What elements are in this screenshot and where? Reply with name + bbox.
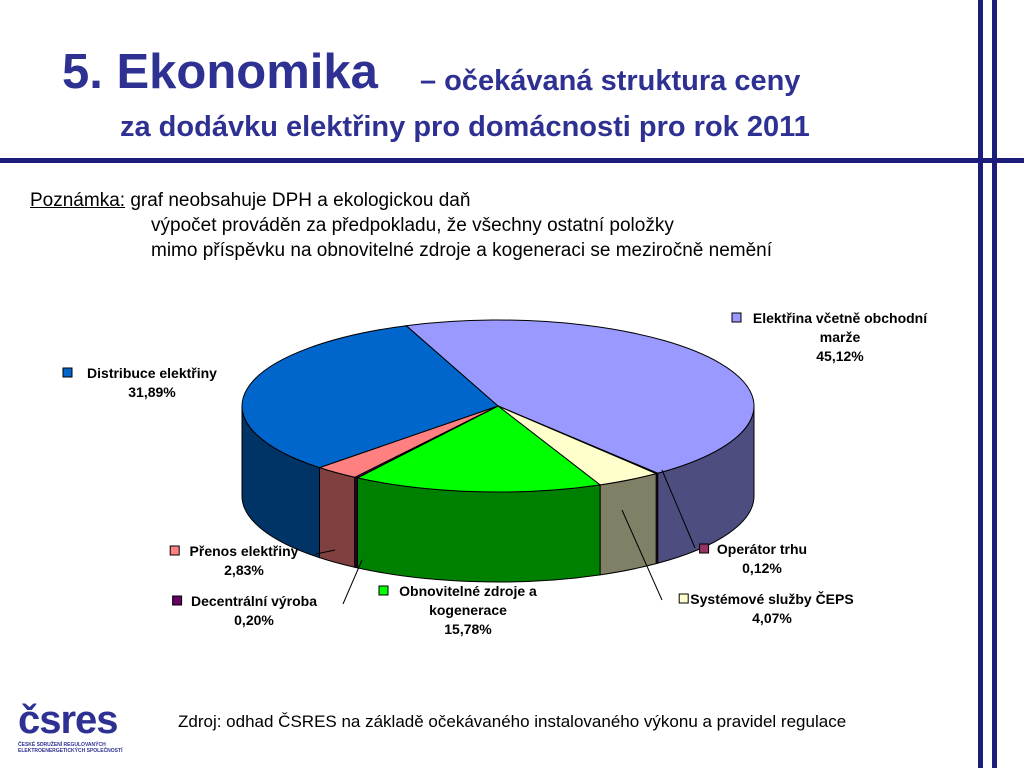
data-label-key-2 <box>679 594 688 603</box>
data-label-3 <box>379 583 537 637</box>
data-label-text-4: Decentrální výroba <box>190 593 318 609</box>
data-label-value-2: 4,07% <box>752 610 792 626</box>
data-label-text-6: Distribuce elektřiny <box>87 365 217 381</box>
data-label-value-3: 15,78% <box>444 621 492 637</box>
data-label-key-3 <box>379 586 388 595</box>
data-label-4 <box>173 593 318 628</box>
csres-logo <box>18 700 148 760</box>
note-label: Poznámka: <box>30 190 126 211</box>
data-label-6 <box>63 365 217 400</box>
slide-subtitle-2: za dodávku elektřiny pro domácnosti pro rok 2011 <box>120 111 810 143</box>
data-label-text-5: Přenos elektřiny <box>189 543 299 559</box>
data-label-key-4 <box>173 596 182 605</box>
data-label-value-5: 2,83% <box>224 562 264 578</box>
logo-text: čsres <box>18 698 118 742</box>
data-label-text-2: Systémové služby ČEPS <box>690 591 854 607</box>
note-line-1: graf neobsahuje DPH a ekologickou daň <box>130 190 471 211</box>
slide-title: 5. Ekonomika <box>62 45 378 99</box>
data-label-text-1: Operátor trhu <box>716 541 808 557</box>
data-label-text-0: marže <box>819 329 861 345</box>
data-label-key-5 <box>170 546 179 555</box>
data-label-value-0: 45,12% <box>816 348 864 364</box>
data-label-0 <box>732 310 928 364</box>
data-label-value-4: 0,20% <box>234 612 274 628</box>
pie-tops <box>242 320 754 492</box>
data-label-5 <box>170 543 298 578</box>
data-label-text-3: kogenerace <box>429 602 507 618</box>
data-label-key-6 <box>63 368 72 377</box>
data-label-1 <box>700 541 808 576</box>
data-label-value-6: 31,89% <box>128 384 176 400</box>
data-label-key-0 <box>732 313 741 322</box>
note-line-3: mimo příspěvku na obnovitelné zdroje a kogeneraci se meziročně nemění <box>151 240 772 261</box>
source-note: Zdroj: odhad ČSRES na základě očekávaného instalovaného výkonu a pravidel regulace <box>178 712 847 731</box>
slide-subtitle-1: – očekávaná struktura ceny <box>420 65 801 97</box>
data-label-value-1: 0,12% <box>742 560 782 576</box>
data-label-key-1 <box>700 544 709 553</box>
logo-subtitle: ČESKÉ SDRUŽENÍ REGULOVANÝCH ELEKTROENERGETICKÝCH SPOLEČNOSTÍ <box>18 742 123 754</box>
data-label-2 <box>679 590 854 626</box>
slice-side-3 <box>357 478 600 582</box>
note-line-2: výpočet prováděn za předpokladu, že všechny ostatní položky <box>151 215 674 236</box>
data-label-text-0: Elektřina včetně obchodní <box>752 310 928 326</box>
data-label-text-3: Obnovitelné zdroje a <box>399 583 537 599</box>
